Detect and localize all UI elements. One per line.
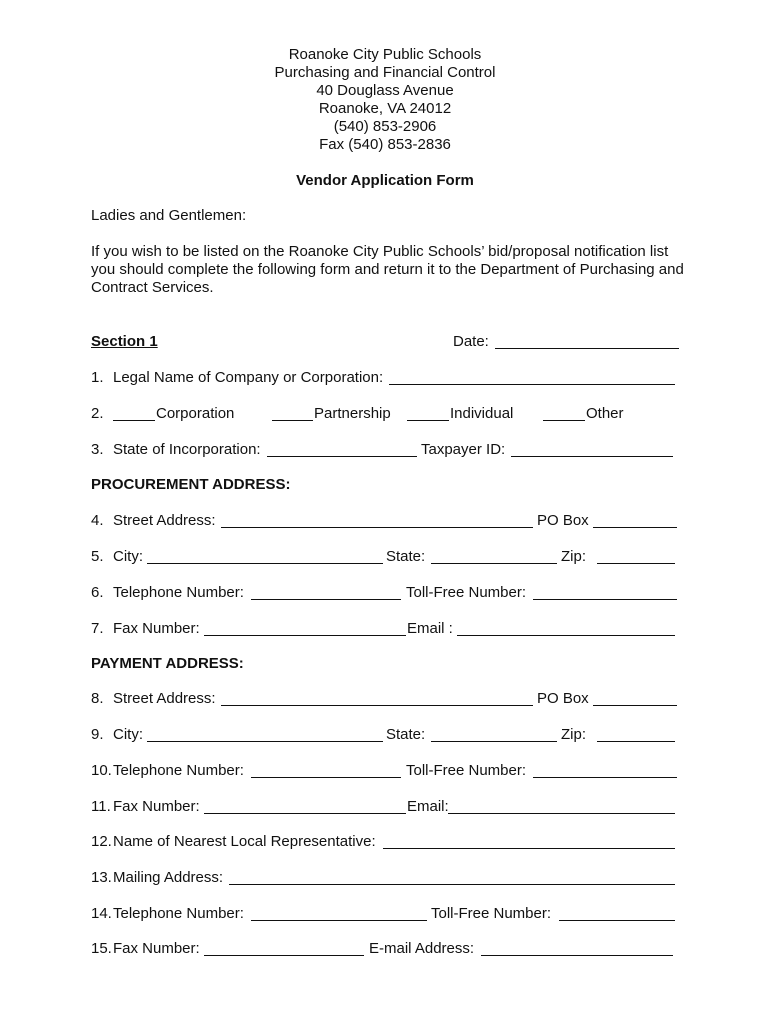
phone-number: (540) 853-2906: [333, 118, 437, 135]
individual-blank[interactable]: [407, 420, 449, 421]
representative-fax-field[interactable]: [204, 955, 364, 956]
fax-number: Fax (540) 853-2836: [319, 136, 451, 153]
telephone-label: Telephone Number:: [113, 762, 244, 779]
letterhead: [0, 46, 770, 154]
item-number: 1.: [91, 369, 104, 386]
procurement-street-field[interactable]: [221, 527, 533, 528]
zip-label: Zip:: [561, 548, 587, 565]
item-number: 7.: [91, 620, 104, 637]
city-label: City:: [113, 548, 143, 565]
local-representative-label: Name of Nearest Local Representative:: [113, 833, 376, 850]
fax-label: Fax Number:: [113, 798, 200, 815]
date-label: Date:: [453, 333, 489, 350]
toll-free-label: Toll-Free Number:: [406, 584, 527, 601]
item-number: 10.: [91, 762, 112, 779]
item-number: 15.: [91, 940, 112, 957]
procurement-email-field[interactable]: [457, 635, 675, 636]
item-number: 12.: [91, 833, 112, 850]
item-number: 13.: [91, 869, 112, 886]
department-name: Purchasing and Financial Control: [274, 64, 496, 81]
item-number: 2.: [91, 405, 104, 422]
partnership-blank[interactable]: [272, 420, 313, 421]
payment-street-field[interactable]: [221, 705, 533, 706]
toll-free-label: Toll-Free Number:: [406, 762, 527, 779]
item-number: 6.: [91, 584, 104, 601]
procurement-zip-field[interactable]: [597, 563, 675, 564]
fax-label: Fax Number:: [113, 620, 200, 637]
procurement-city-field[interactable]: [147, 563, 383, 564]
telephone-label: Telephone Number:: [113, 905, 244, 922]
form-title: Vendor Application Form: [296, 172, 474, 189]
payment-city-field[interactable]: [147, 741, 383, 742]
item-number: 5.: [91, 548, 104, 565]
taxpayer-id-label: Taxpayer ID:: [421, 441, 506, 458]
section-1-heading: Section 1: [91, 333, 158, 350]
legal-name-field[interactable]: [389, 384, 675, 385]
state-of-incorporation-label: State of Incorporation:: [113, 441, 261, 458]
date-field[interactable]: [495, 348, 679, 349]
salutation: Ladies and Gentlemen:: [91, 207, 247, 224]
payment-po-box-field[interactable]: [593, 705, 677, 706]
payment-address-heading: PAYMENT ADDRESS:: [91, 655, 244, 672]
procurement-po-box-field[interactable]: [593, 527, 677, 528]
procurement-address-heading: PROCUREMENT ADDRESS:: [91, 476, 291, 493]
legal-name-label: Legal Name of Company or Corporation:: [113, 369, 384, 386]
payment-toll-free-field[interactable]: [533, 777, 677, 778]
taxpayer-id-field[interactable]: [511, 456, 673, 457]
item-number: 3.: [91, 441, 104, 458]
payment-state-field[interactable]: [431, 741, 557, 742]
city-label: City:: [113, 726, 143, 743]
local-representative-field[interactable]: [383, 848, 675, 849]
item-number: 9.: [91, 726, 104, 743]
representative-toll-free-field[interactable]: [559, 920, 675, 921]
procurement-telephone-field[interactable]: [251, 599, 401, 600]
intro-paragraph: If you wish to be listed on the Roanoke City Public Schools’ bid/proposal notification list you should complete the following form and return it to the Department of Purchasing and Contract Services.: [91, 243, 684, 296]
item-number: 8.: [91, 690, 104, 707]
zip-label: Zip:: [561, 726, 587, 743]
email-label: Email:: [407, 798, 449, 815]
toll-free-label: Toll-Free Number:: [431, 905, 552, 922]
corporation-label: Corporation: [156, 405, 235, 422]
item-number: 4.: [91, 512, 104, 529]
other-blank[interactable]: [543, 420, 585, 421]
email-label: Email :: [407, 620, 453, 637]
payment-fax-field[interactable]: [204, 813, 406, 814]
street-address-label: Street Address:: [113, 690, 216, 707]
individual-label: Individual: [450, 405, 514, 422]
partnership-label: Partnership: [314, 405, 391, 422]
item-number: 14.: [91, 905, 112, 922]
email-address-label: E-mail Address:: [369, 940, 475, 957]
street-address: 40 Douglass Avenue: [316, 82, 454, 99]
payment-zip-field[interactable]: [597, 741, 675, 742]
state-label: State:: [386, 548, 426, 565]
city-state-zip: Roanoke, VA 24012: [318, 100, 452, 117]
org-name: Roanoke City Public Schools: [288, 46, 482, 63]
po-box-label: PO Box: [537, 690, 589, 707]
mailing-address-label: Mailing Address:: [113, 869, 224, 886]
street-address-label: Street Address:: [113, 512, 216, 529]
procurement-state-field[interactable]: [431, 563, 557, 564]
procurement-toll-free-field[interactable]: [533, 599, 677, 600]
other-label: Other: [586, 405, 624, 422]
corporation-blank[interactable]: [113, 420, 155, 421]
fax-label: Fax Number:: [113, 940, 200, 957]
state-of-incorporation-field[interactable]: [267, 456, 417, 457]
telephone-label: Telephone Number:: [113, 584, 244, 601]
item-number: 11.: [91, 798, 111, 815]
mailing-address-field[interactable]: [229, 884, 675, 885]
payment-email-field[interactable]: [448, 813, 675, 814]
representative-telephone-field[interactable]: [251, 920, 427, 921]
state-label: State:: [386, 726, 426, 743]
procurement-fax-field[interactable]: [204, 635, 406, 636]
po-box-label: PO Box: [537, 512, 589, 529]
payment-telephone-field[interactable]: [251, 777, 401, 778]
representative-email-field[interactable]: [481, 955, 673, 956]
